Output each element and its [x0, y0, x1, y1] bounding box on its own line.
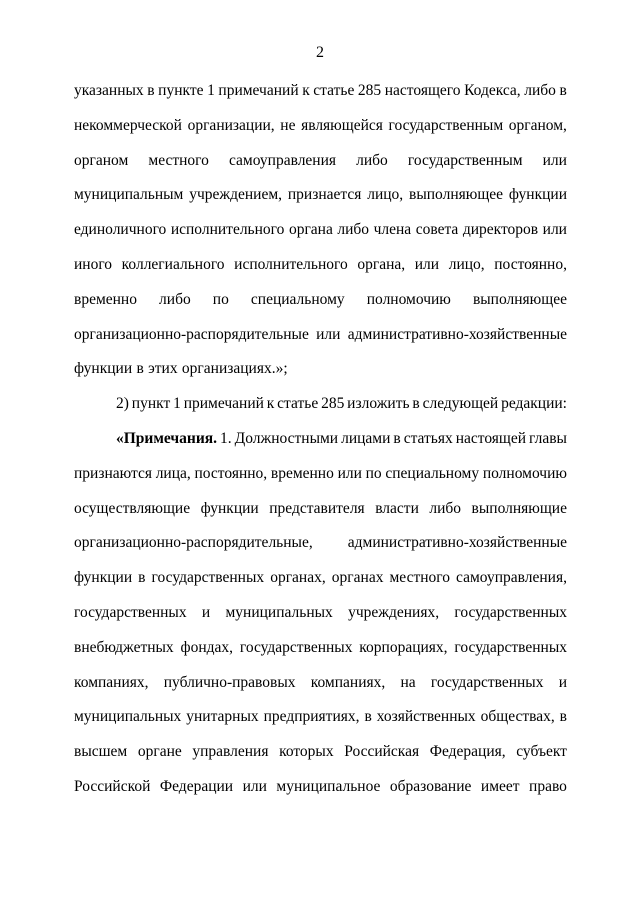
paragraph-notes — [74, 428, 567, 811]
text-line: иного коллегиального исполнительного органа, или лицо, постоянно, — [74, 255, 567, 273]
text-line: признаются лица, постоянно, временно или по специальному полномочию — [74, 464, 567, 482]
paragraph-item-2 — [74, 393, 567, 428]
text-line: указанных в пункте 1 примечаний к статье 285 настоящего Кодекса, либо в — [74, 82, 567, 99]
page-number: 2 — [316, 44, 324, 61]
document-body — [74, 80, 567, 811]
text-line: функции в государственных органах, органах местного самоуправления, — [74, 569, 567, 587]
text-line: 2) пункт 1 примечаний к статье 285 изложить в следующей редакции: — [116, 395, 567, 413]
text-line: государственных и муниципальных учреждениях, государственных — [74, 603, 567, 621]
text-line: «Примечания. 1. Должностными лицами в статьях настоящей главы — [116, 428, 567, 463]
notes-heading: «Примечания. — [116, 429, 218, 447]
text-line: осуществляющие функции представителя власти либо выполняющие — [74, 499, 567, 517]
text-line: муниципальных унитарных предприятиях, в хозяйственных обществах, в — [74, 708, 567, 726]
paragraph-continuation — [74, 80, 567, 393]
text-line: высшем органе управления которых Российская Федерация, субъект — [74, 743, 567, 761]
text-line: организационно-распорядительные, административно-хозяйственные — [74, 534, 567, 552]
text-line: некоммерческой организации, не являющейся государственным органом, — [74, 116, 567, 134]
text-line: функции в этих организациях.»; — [74, 360, 288, 378]
text-line: муниципальным учреждением, признается лицо, выполняющее функции — [74, 186, 567, 204]
text-line: организационно-распорядительные или административно-хозяйственные — [74, 325, 567, 343]
text-line: компаниях, публично-правовых компаниях, на государственных и — [74, 673, 567, 691]
text-line: Российской Федерации или муниципальное образование имеет право — [74, 777, 567, 795]
text-line: органом местного самоуправления либо государственным или — [74, 151, 567, 169]
text-line: внебюджетных фондах, государственных корпорациях, государственных — [74, 638, 567, 656]
text-line: единоличного исполнительного органа либо члена совета директоров или — [74, 221, 567, 239]
text-line: временно либо по специальному полномочию выполняющее — [74, 290, 567, 308]
